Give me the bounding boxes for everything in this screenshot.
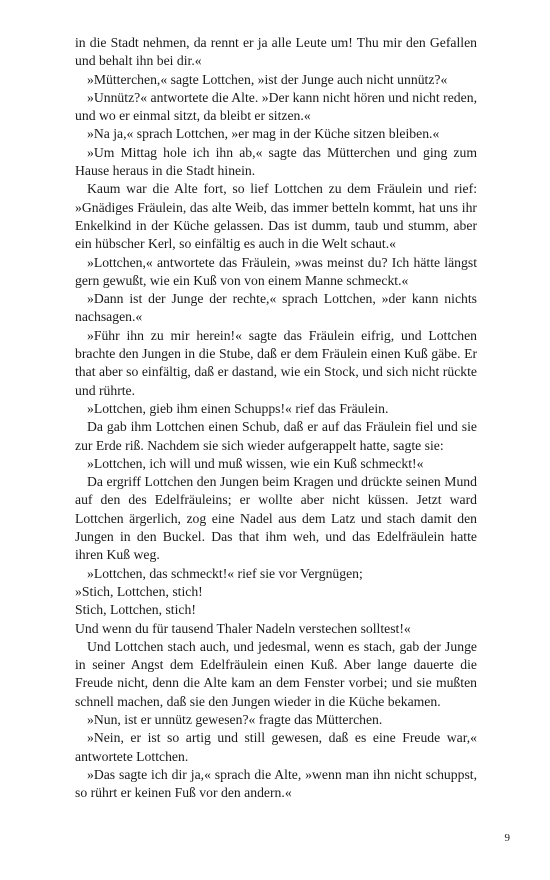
verse-line-2: Stich, Lottchen, stich! [75,602,196,618]
paragraph-3: »Unnütz?« antwortete die Alte. »Der kann nicht hören und nicht reden, und wo er einmal sitzt, da bleibt er sitzen.« [75,89,477,124]
paragraph-18: »Das sagte ich dir ja,« sprach die Alte, »wenn man ihn nicht schuppst, so rührt er keinen Fuß vor den andern.« [75,766,477,801]
verse-line-1: »Stich, Lottchen, stich! [75,583,203,599]
paragraph-13: Da ergriff Lottchen den Jungen beim Kragen und drückte seinen Mund auf den des Edelfräuleins; er wollte aber nicht küssen. Jetzt ward Lottchen ärgerlich, zog eine Nadel aus dem Latz und stach damit den Jungen in den Buckel. Das that ihm weh, und das Edelfräulein hatte ihren Kuß weg. [75,474,477,563]
page-number: 9 [504,832,510,844]
paragraph-10: »Lottchen, gieb ihm einen Schupps!« rief das Fräulein. [87,400,389,416]
paragraph-15: Und Lottchen stach auch, und jedesmal, wenn es stach, gab der Junge in seiner Angst dem Edelfräulein einen Kuß. Aber lange dauerte die Freude nicht, denn die Alte kam an dem Fenster vorbei; und sie mußten schnell machen, daß sie den Jungen wieder in die Küche bekamen. [75,638,477,709]
paragraph-17: »Nein, er ist so artig und still gewesen, daß es eine Freude war,« antwortete Lottchen. [75,730,477,764]
body-text [75,34,477,802]
paragraph-1: in die Stadt nehmen, da rennt er ja alle Leute um! Thu mir den Gefallen und behalt ihn bei dir.« [75,35,477,69]
paragraph-6: Kaum war die Alte fort, so lief Lottchen zu dem Fräulein und rief: »Gnädiges Fräulein, das alte Weib, das immer betteln kommt, hat uns ihr Enkelkind in der Küche gelassen. Das ist dumm, taub und stumm, aber ein hübscher Kerl, so einfältig es auch in die Welt schaut.« [75,181,477,252]
paragraph-16: »Nun, ist er unnütz gewesen?« fragte das Mütterchen. [87,711,383,727]
paragraph-12: »Lottchen, ich will und muß wissen, wie ein Kuß schmeckt!« [87,455,424,471]
paragraph-8: »Dann ist der Junge der rechte,« sprach Lottchen, »der kann nichts nachsagen.« [75,291,477,325]
paragraph-9: »Führ ihn zu mir herein!« sagte das Fräulein eifrig, und Lottchen brachte den Jungen in die Stube, daß er dem Fräulein einen Kuß gäbe. Er that aber so einfältig, daß er dastand, wie ein Stock, und sich nicht rückte und rührte. [75,327,477,398]
paragraph-5: »Um Mittag hole ich ihn ab,« sagte das Mütterchen und ging zum Hause heraus in die Stadt hinein. [75,144,477,179]
paragraph-2: »Mütterchen,« sagte Lottchen, »ist der Junge auch nicht unnütz?« [87,71,448,87]
paragraph-4: »Na ja,« sprach Lottchen, »er mag in der Küche sitzen bleiben.« [87,126,440,142]
paragraph-7: »Lottchen,« antwortete das Fräulein, »was meinst du? Ich hätte längst gern gewußt, wie ein Kuß von von einem Manne schmeckt.« [75,254,477,288]
paragraph-11: Da gab ihm Lottchen einen Schub, daß er auf das Fräulein fiel und sie zur Erde riß. Nachdem sie sich wieder aufgerappelt hatte, sagte sie: [75,419,477,453]
verse-line-3: Und wenn du für tausend Thaler Nadeln verstechen solltest!« [75,620,411,636]
paragraph-14: »Lottchen, das schmeckt!« rief sie vor Vergnügen; [87,565,363,581]
